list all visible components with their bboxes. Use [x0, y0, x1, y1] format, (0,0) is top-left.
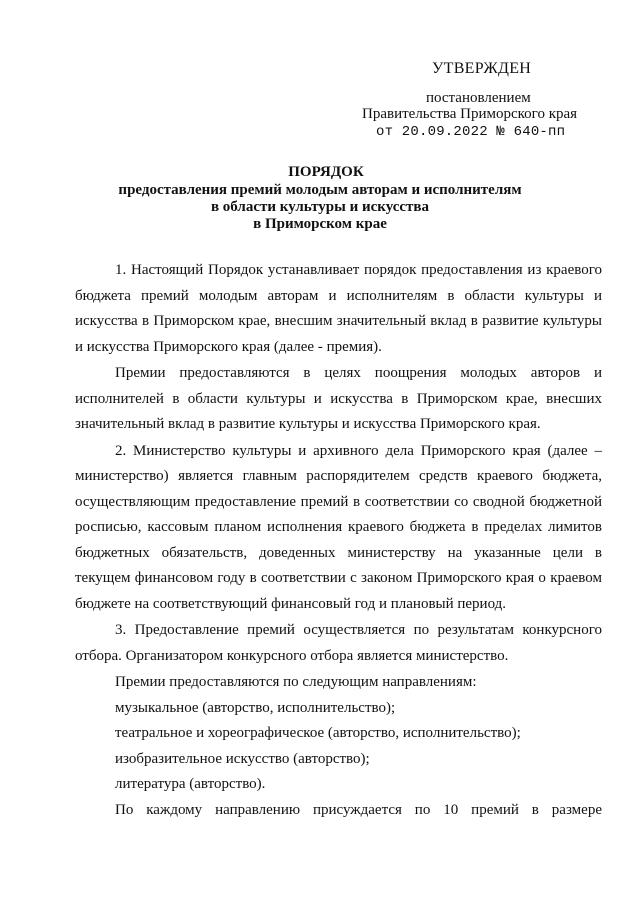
paragraph-4: 3. Предоставление премий осуществляется по результатам конкурсного отбора. Организатором конкурсного отбора является министерство.	[75, 622, 602, 664]
decree-date-number: от 20.09.2022 № 640-пп	[376, 124, 566, 140]
list-item: театральное и хореографическое (авторство, исполнительство);	[115, 725, 521, 741]
list-item: музыкальное (авторство, исполнительство);	[115, 699, 396, 716]
paragraph-6: По каждому направлению присуждается по 10 премий в размере	[115, 801, 602, 818]
list-item: литература (авторство).	[115, 776, 266, 792]
approved-label: УТВЕРЖДЕН	[432, 60, 532, 77]
paragraph-1: 1. Настоящий Порядок устанавливает порядок предоставления из краевого бюджета премий молодым авторам и исполнителям в области культуры и искусства в Приморском крае, внесшим значительный вклад в развитие культуры и искусства Приморского края (далее - премия).	[75, 262, 602, 355]
document-body	[75, 258, 602, 824]
approval-stamp	[0, 0, 640, 140]
document-subtitle-line-1: предоставления премий молодым авторам и исполнителям	[118, 182, 522, 198]
paragraph-5: Премии предоставляются по следующим направлениям:	[115, 674, 477, 690]
decree-label: постановлением	[426, 90, 531, 106]
list-item: изобразительное искусство (авторство);	[115, 750, 370, 767]
paragraph-2: Премии предоставляются в целях поощрения молодых авторов и исполнителей в области культуры и искусства в Приморском крае, внесших значительный вклад в развитие культуры и искусства Приморского края.	[75, 365, 602, 432]
government-label: Правительства Приморского края	[362, 106, 578, 122]
document-subtitle-line-3: в Приморском крае	[253, 216, 387, 232]
document-subtitle-line-2: в области культуры и искусства	[210, 199, 430, 215]
document-heading	[0, 163, 640, 233]
paragraph-3: 2. Министерство культуры и архивного дела Приморского края (далее – министерство) является главным распорядителем средств краевого бюджета, осуществляющим предоставление премий в соответствии со сводной бюджетной росписью, кассовым планом исполнения краевого бюджета в пределах лимитов бюджетных обязательств, доведенных министерству на указанные цели в текущем финансовом году в соответствии с законом Приморского края о краевом бюджете на соответствующий финансовый год и плановый период.	[75, 442, 602, 612]
document-title: ПОРЯДОК	[288, 164, 364, 180]
